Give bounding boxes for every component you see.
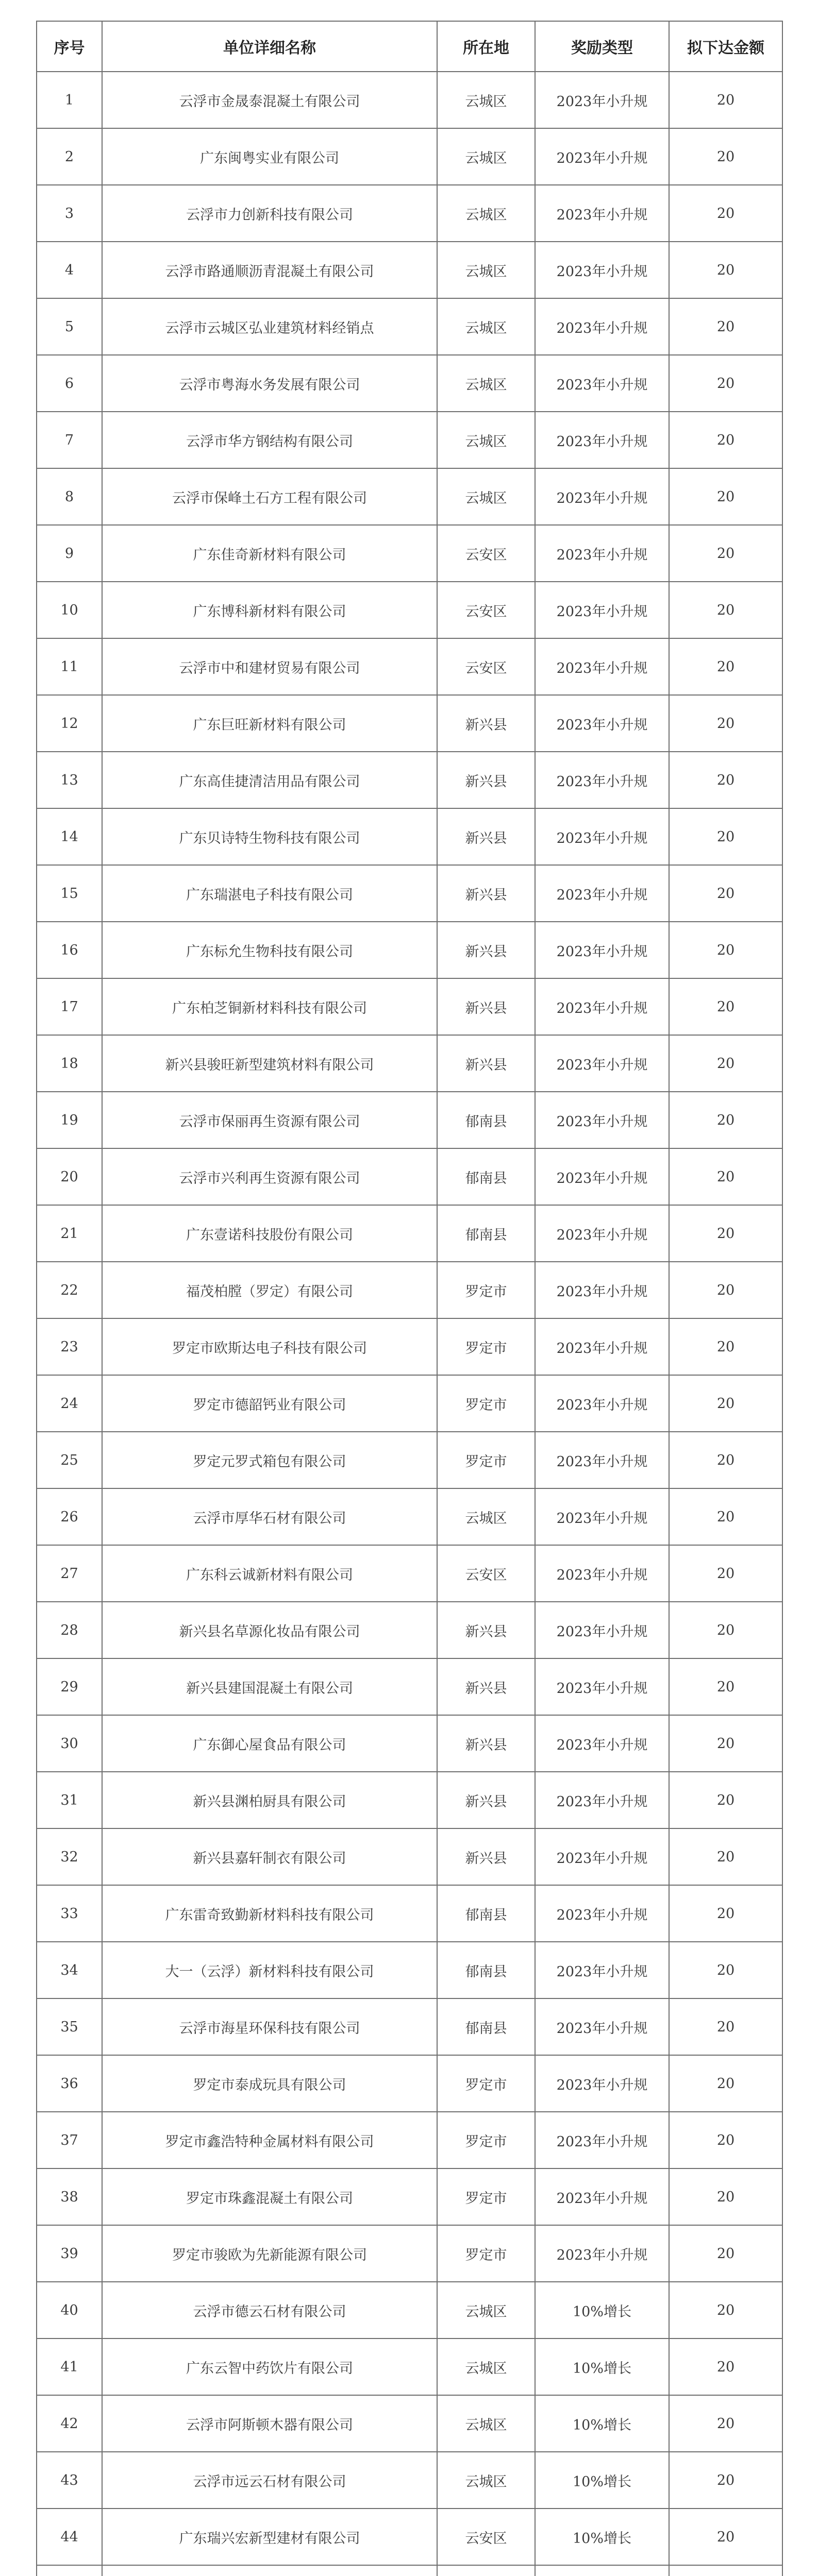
cell-location: 新兴县 <box>437 1035 535 1092</box>
cell-amount: 20 <box>669 2225 782 2282</box>
cell-location: 新兴县 <box>437 1658 535 1715</box>
cell-amount: 20 <box>669 582 782 638</box>
cell-location: 郁南县 <box>437 1998 535 2055</box>
cell-company-name: 新兴县骏旺新型建筑材料有限公司 <box>102 1035 437 1092</box>
table-row <box>37 1885 782 1942</box>
cell-location: 云城区 <box>437 2395 535 2452</box>
cell-company-name: 罗定市珠鑫混凝土有限公司 <box>102 2168 437 2225</box>
table-row <box>37 865 782 922</box>
cell-no: 31 <box>37 1772 102 1828</box>
cell-no: 13 <box>37 752 102 808</box>
cell-reward-type: 2023年小升规 <box>535 1262 669 1318</box>
cell-reward-type: 2023年小升规 <box>535 695 669 752</box>
table-row <box>37 1035 782 1092</box>
cell-company-name <box>102 2565 437 2576</box>
cell-company-name: 广东瑞湛电子科技有限公司 <box>102 865 437 922</box>
cell-no: 25 <box>37 1432 102 1488</box>
cell-reward-type: 2023年小升规 <box>535 468 669 525</box>
table-row <box>37 695 782 752</box>
cell-reward-type: 10%增长 <box>535 2338 669 2395</box>
cell-no: 42 <box>37 2395 102 2452</box>
cell-company-name: 广东贝诗特生物科技有限公司 <box>102 808 437 865</box>
cell-location: 云城区 <box>437 1488 535 1545</box>
cell-reward-type <box>535 2565 669 2576</box>
table-row <box>37 412 782 468</box>
table-row <box>37 1092 782 1148</box>
cell-amount: 20 <box>669 1205 782 1262</box>
cell-no: 6 <box>37 355 102 412</box>
cell-location: 罗定市 <box>437 1432 535 1488</box>
table-row <box>37 2282 782 2338</box>
cell-reward-type: 2023年小升规 <box>535 2112 669 2168</box>
cell-amount: 20 <box>669 525 782 582</box>
cell-company-name: 云浮市阿斯顿木器有限公司 <box>102 2395 437 2452</box>
cell-reward-type: 2023年小升规 <box>535 865 669 922</box>
cell-company-name: 广东闽粤实业有限公司 <box>102 128 437 185</box>
table-row <box>37 242 782 298</box>
cell-amount: 20 <box>669 1715 782 1772</box>
cell-reward-type: 2023年小升规 <box>535 1545 669 1602</box>
cell-reward-type: 2023年小升规 <box>535 2168 669 2225</box>
cell-reward-type: 2023年小升规 <box>535 1318 669 1375</box>
cell-location: 新兴县 <box>437 978 535 1035</box>
cell-amount: 20 <box>669 2338 782 2395</box>
cell-location: 云城区 <box>437 242 535 298</box>
cell-reward-type: 10%增长 <box>535 2282 669 2338</box>
cell-no: 29 <box>37 1658 102 1715</box>
cell-location: 罗定市 <box>437 2055 535 2112</box>
table-row <box>37 1998 782 2055</box>
cell-company-name: 云浮市路通顺沥青混凝土有限公司 <box>102 242 437 298</box>
cell-company-name: 云浮市粤海水务发展有限公司 <box>102 355 437 412</box>
cell-reward-type: 2023年小升规 <box>535 922 669 978</box>
cell-no: 3 <box>37 185 102 242</box>
cell-reward-type: 2023年小升规 <box>535 752 669 808</box>
cell-reward-type: 10%增长 <box>535 2509 669 2565</box>
cell-no: 10 <box>37 582 102 638</box>
cell-reward-type: 2023年小升规 <box>535 1658 669 1715</box>
cell-company-name: 云浮市云城区弘业建筑材料经销点 <box>102 298 437 355</box>
cell-company-name: 福茂柏膛（罗定）有限公司 <box>102 1262 437 1318</box>
cell-reward-type: 2023年小升规 <box>535 128 669 185</box>
cell-location: 郁南县 <box>437 1092 535 1148</box>
cell-company-name: 广东御心屋食品有限公司 <box>102 1715 437 1772</box>
cell-company-name: 罗定市德韶钙业有限公司 <box>102 1375 437 1432</box>
cell-location: 新兴县 <box>437 1602 535 1658</box>
cell-amount: 20 <box>669 412 782 468</box>
cell-company-name: 广东佳奇新材料有限公司 <box>102 525 437 582</box>
cell-location: 新兴县 <box>437 695 535 752</box>
cell-amount: 20 <box>669 865 782 922</box>
cell-reward-type: 2023年小升规 <box>535 525 669 582</box>
cell-amount: 20 <box>669 1772 782 1828</box>
table-row <box>37 922 782 978</box>
cell-amount: 20 <box>669 978 782 1035</box>
cell-amount: 20 <box>669 1942 782 1998</box>
cell-company-name: 云浮市华方钢结构有限公司 <box>102 412 437 468</box>
cell-location: 云安区 <box>437 525 535 582</box>
cell-amount: 20 <box>669 468 782 525</box>
table-row <box>37 298 782 355</box>
cell-amount: 20 <box>669 695 782 752</box>
cell-company-name: 广东标允生物科技有限公司 <box>102 922 437 978</box>
cell-company-name: 新兴县建国混凝土有限公司 <box>102 1658 437 1715</box>
cell-reward-type: 2023年小升规 <box>535 1885 669 1942</box>
table-row <box>37 2225 782 2282</box>
cell-company-name: 云浮市金晟泰混凝土有限公司 <box>102 72 437 128</box>
table-row <box>37 1715 782 1772</box>
cell-no: 18 <box>37 1035 102 1092</box>
cell-no: 40 <box>37 2282 102 2338</box>
cell-amount: 20 <box>669 2452 782 2509</box>
cell-no: 2 <box>37 128 102 185</box>
cell-amount: 20 <box>669 2509 782 2565</box>
cell-location: 新兴县 <box>437 1828 535 1885</box>
cell-amount: 20 <box>669 2168 782 2225</box>
cell-company-name: 云浮市厚华石材有限公司 <box>102 1488 437 1545</box>
cell-location: 新兴县 <box>437 808 535 865</box>
cell-company-name: 云浮市保峰土石方工程有限公司 <box>102 468 437 525</box>
cell-no: 12 <box>37 695 102 752</box>
cell-location: 云安区 <box>437 638 535 695</box>
cell-reward-type: 2023年小升规 <box>535 355 669 412</box>
cell-reward-type: 2023年小升规 <box>535 808 669 865</box>
cell-location: 云城区 <box>437 128 535 185</box>
cell-amount: 20 <box>669 1262 782 1318</box>
cell-company-name: 广东科云诚新材料有限公司 <box>102 1545 437 1602</box>
cell-reward-type: 2023年小升规 <box>535 1432 669 1488</box>
cell-no: 43 <box>37 2452 102 2509</box>
cell-no: 34 <box>37 1942 102 1998</box>
cell-amount: 20 <box>669 1432 782 1488</box>
cell-no: 24 <box>37 1375 102 1432</box>
cell-location: 郁南县 <box>437 1885 535 1942</box>
table-row <box>37 185 782 242</box>
cell-company-name: 罗定市欧斯达电子科技有限公司 <box>102 1318 437 1375</box>
cell-location: 云安区 <box>437 1545 535 1602</box>
cell-company-name: 广东高佳捷清洁用品有限公司 <box>102 752 437 808</box>
cell-reward-type: 2023年小升规 <box>535 1828 669 1885</box>
table-row <box>37 1942 782 1998</box>
cell-company-name: 广东柏芝铜新材料科技有限公司 <box>102 978 437 1035</box>
cell-amount: 20 <box>669 2395 782 2452</box>
table-row <box>37 1658 782 1715</box>
cell-amount: 20 <box>669 128 782 185</box>
cell-no: 9 <box>37 525 102 582</box>
cell-company-name: 大一（云浮）新材料科技有限公司 <box>102 1942 437 1998</box>
cell-no: 19 <box>37 1092 102 1148</box>
cell-reward-type: 10%增长 <box>535 2395 669 2452</box>
cell-company-name: 广东云智中药饮片有限公司 <box>102 2338 437 2395</box>
cell-reward-type: 2023年小升规 <box>535 412 669 468</box>
table-row <box>37 808 782 865</box>
cell-location: 罗定市 <box>437 2168 535 2225</box>
cell-location: 云城区 <box>437 2282 535 2338</box>
cell-reward-type: 2023年小升规 <box>535 1205 669 1262</box>
cell-amount: 20 <box>669 355 782 412</box>
cell-location: 罗定市 <box>437 1318 535 1375</box>
cell-company-name: 云浮市中和建材贸易有限公司 <box>102 638 437 695</box>
table-row <box>37 1318 782 1375</box>
cell-no: 20 <box>37 1148 102 1205</box>
cell-company-name: 云浮市远云石材有限公司 <box>102 2452 437 2509</box>
cell-no: 21 <box>37 1205 102 1262</box>
cell-no: 14 <box>37 808 102 865</box>
cell-reward-type: 2023年小升规 <box>535 1715 669 1772</box>
cell-no: 17 <box>37 978 102 1035</box>
table-row <box>37 1545 782 1602</box>
cell-reward-type: 10%增长 <box>535 2452 669 2509</box>
header-amount: 拟下达金额 <box>669 21 782 72</box>
cell-no: 39 <box>37 2225 102 2282</box>
cell-no: 33 <box>37 1885 102 1942</box>
cell-amount: 20 <box>669 1658 782 1715</box>
table-row <box>37 1262 782 1318</box>
cell-amount: 20 <box>669 808 782 865</box>
header-name: 单位详细名称 <box>102 21 437 72</box>
table-row <box>37 2055 782 2112</box>
cell-amount: 20 <box>669 185 782 242</box>
table-row <box>37 1602 782 1658</box>
cell-amount: 20 <box>669 1488 782 1545</box>
cell-company-name: 广东壹诺科技股份有限公司 <box>102 1205 437 1262</box>
table-row <box>37 128 782 185</box>
table-row <box>37 1432 782 1488</box>
cell-location: 云城区 <box>437 185 535 242</box>
cell-company-name: 云浮市力创新科技有限公司 <box>102 185 437 242</box>
table-row <box>37 978 782 1035</box>
cell-reward-type: 2023年小升规 <box>535 1488 669 1545</box>
cell-reward-type: 2023年小升规 <box>535 638 669 695</box>
cell-company-name: 广东巨旺新材料有限公司 <box>102 695 437 752</box>
cell-amount: 20 <box>669 2112 782 2168</box>
cell-reward-type: 2023年小升规 <box>535 1998 669 2055</box>
cell-location: 云城区 <box>437 2452 535 2509</box>
cell-no: 4 <box>37 242 102 298</box>
cell-amount: 20 <box>669 2282 782 2338</box>
cell-no: 30 <box>37 1715 102 1772</box>
cell-location: 郁南县 <box>437 1942 535 1998</box>
cell-location: 罗定市 <box>437 2112 535 2168</box>
cell-no: 27 <box>37 1545 102 1602</box>
cell-reward-type: 2023年小升规 <box>535 1602 669 1658</box>
cell-amount: 20 <box>669 242 782 298</box>
cell-amount: 20 <box>669 1375 782 1432</box>
table-row <box>37 2509 782 2565</box>
cell-no: 8 <box>37 468 102 525</box>
table-row <box>37 1205 782 1262</box>
cell-no: 22 <box>37 1262 102 1318</box>
table-row <box>37 525 782 582</box>
cell-company-name: 云浮市海星环保科技有限公司 <box>102 1998 437 2055</box>
cell-reward-type: 2023年小升规 <box>535 582 669 638</box>
cell-location: 罗定市 <box>437 1375 535 1432</box>
table-row <box>37 2168 782 2225</box>
cell-reward-type: 2023年小升规 <box>535 72 669 128</box>
table-row <box>37 582 782 638</box>
cell-company-name: 云浮市兴利再生资源有限公司 <box>102 1148 437 1205</box>
cell-reward-type: 2023年小升规 <box>535 1772 669 1828</box>
cell-amount: 20 <box>669 1545 782 1602</box>
table-row <box>37 1828 782 1885</box>
header-no: 序号 <box>37 21 102 72</box>
header-location: 所在地 <box>437 21 535 72</box>
reward-list-sheet <box>36 21 782 2576</box>
cell-location: 新兴县 <box>437 922 535 978</box>
cell-reward-type: 2023年小升规 <box>535 2225 669 2282</box>
cell-location: 新兴县 <box>437 752 535 808</box>
cell-amount: 20 <box>669 298 782 355</box>
cell-location: 罗定市 <box>437 1262 535 1318</box>
cell-company-name: 新兴县名草源化妆品有限公司 <box>102 1602 437 1658</box>
cell-company-name: 云浮市保丽再生资源有限公司 <box>102 1092 437 1148</box>
cell-no: 41 <box>37 2338 102 2395</box>
table-row <box>37 72 782 128</box>
cell-no: 38 <box>37 2168 102 2225</box>
cell-location: 罗定市 <box>437 2225 535 2282</box>
cell-location: 云城区 <box>437 355 535 412</box>
cell-reward-type: 2023年小升规 <box>535 1092 669 1148</box>
cell-no: 32 <box>37 1828 102 1885</box>
cell-no <box>37 2565 102 2576</box>
cell-location: 新兴县 <box>437 1715 535 1772</box>
cell-location: 云城区 <box>437 2338 535 2395</box>
table-header-row <box>37 21 782 72</box>
cell-no: 28 <box>37 1602 102 1658</box>
cell-amount: 20 <box>669 72 782 128</box>
cell-reward-type: 2023年小升规 <box>535 1375 669 1432</box>
cell-company-name: 罗定市骏欧为先新能源有限公司 <box>102 2225 437 2282</box>
cell-amount: 20 <box>669 1318 782 1375</box>
reward-list-table <box>36 21 783 2576</box>
cell-amount: 20 <box>669 638 782 695</box>
cell-location: 郁南县 <box>437 1148 535 1205</box>
cell-no: 11 <box>37 638 102 695</box>
table-row <box>37 2112 782 2168</box>
table-row <box>37 2395 782 2452</box>
cell-location: 新兴县 <box>437 1772 535 1828</box>
table-row <box>37 355 782 412</box>
cell-no: 36 <box>37 2055 102 2112</box>
cell-location: 新兴县 <box>437 865 535 922</box>
cell-location: 云安区 <box>437 2509 535 2565</box>
cell-reward-type: 2023年小升规 <box>535 2055 669 2112</box>
cell-amount: 20 <box>669 1035 782 1092</box>
cell-company-name: 新兴县嘉轩制衣有限公司 <box>102 1828 437 1885</box>
cell-amount: 20 <box>669 1148 782 1205</box>
cell-no: 5 <box>37 298 102 355</box>
cell-reward-type: 2023年小升规 <box>535 1942 669 1998</box>
table-row <box>37 752 782 808</box>
cell-no: 44 <box>37 2509 102 2565</box>
cell-company-name: 广东博科新材料有限公司 <box>102 582 437 638</box>
table-row <box>37 468 782 525</box>
table-row <box>37 2338 782 2395</box>
cell-location <box>437 2565 535 2576</box>
cell-company-name: 云浮市德云石材有限公司 <box>102 2282 437 2338</box>
table-row <box>37 1375 782 1432</box>
cell-location: 云城区 <box>437 72 535 128</box>
cell-location: 云安区 <box>437 582 535 638</box>
cell-reward-type: 2023年小升规 <box>535 242 669 298</box>
table-row <box>37 2452 782 2509</box>
cell-company-name: 罗定市鑫浩特种金属材料有限公司 <box>102 2112 437 2168</box>
cell-reward-type: 2023年小升规 <box>535 1035 669 1092</box>
cell-company-name: 罗定元罗式箱包有限公司 <box>102 1432 437 1488</box>
cell-location: 云城区 <box>437 298 535 355</box>
table-row <box>37 1772 782 1828</box>
cell-amount <box>669 2565 782 2576</box>
cell-amount: 20 <box>669 1828 782 1885</box>
cell-amount: 20 <box>669 1092 782 1148</box>
cell-company-name: 广东瑞兴宏新型建材有限公司 <box>102 2509 437 2565</box>
cell-company-name: 罗定市泰成玩具有限公司 <box>102 2055 437 2112</box>
cell-no: 16 <box>37 922 102 978</box>
cell-reward-type: 2023年小升规 <box>535 185 669 242</box>
cell-amount: 20 <box>669 1602 782 1658</box>
cell-no: 15 <box>37 865 102 922</box>
header-reward-type: 奖励类型 <box>535 21 669 72</box>
cell-no: 7 <box>37 412 102 468</box>
cell-company-name: 新兴县渊柏厨具有限公司 <box>102 1772 437 1828</box>
cell-amount: 20 <box>669 1885 782 1942</box>
table-row <box>37 638 782 695</box>
cell-reward-type: 2023年小升规 <box>535 298 669 355</box>
cell-location: 云城区 <box>437 468 535 525</box>
cell-company-name: 广东雷奇致勤新材料科技有限公司 <box>102 1885 437 1942</box>
cell-amount: 20 <box>669 922 782 978</box>
table-row <box>37 1148 782 1205</box>
cell-location: 郁南县 <box>437 1205 535 1262</box>
cell-amount: 20 <box>669 2055 782 2112</box>
cell-no: 23 <box>37 1318 102 1375</box>
cell-amount: 20 <box>669 752 782 808</box>
cell-no: 37 <box>37 2112 102 2168</box>
cell-no: 1 <box>37 72 102 128</box>
table-row <box>37 2565 782 2576</box>
table-row <box>37 1488 782 1545</box>
cell-reward-type: 2023年小升规 <box>535 1148 669 1205</box>
cell-no: 26 <box>37 1488 102 1545</box>
cell-reward-type: 2023年小升规 <box>535 978 669 1035</box>
cell-amount: 20 <box>669 1998 782 2055</box>
cell-location: 云城区 <box>437 412 535 468</box>
cell-no: 35 <box>37 1998 102 2055</box>
